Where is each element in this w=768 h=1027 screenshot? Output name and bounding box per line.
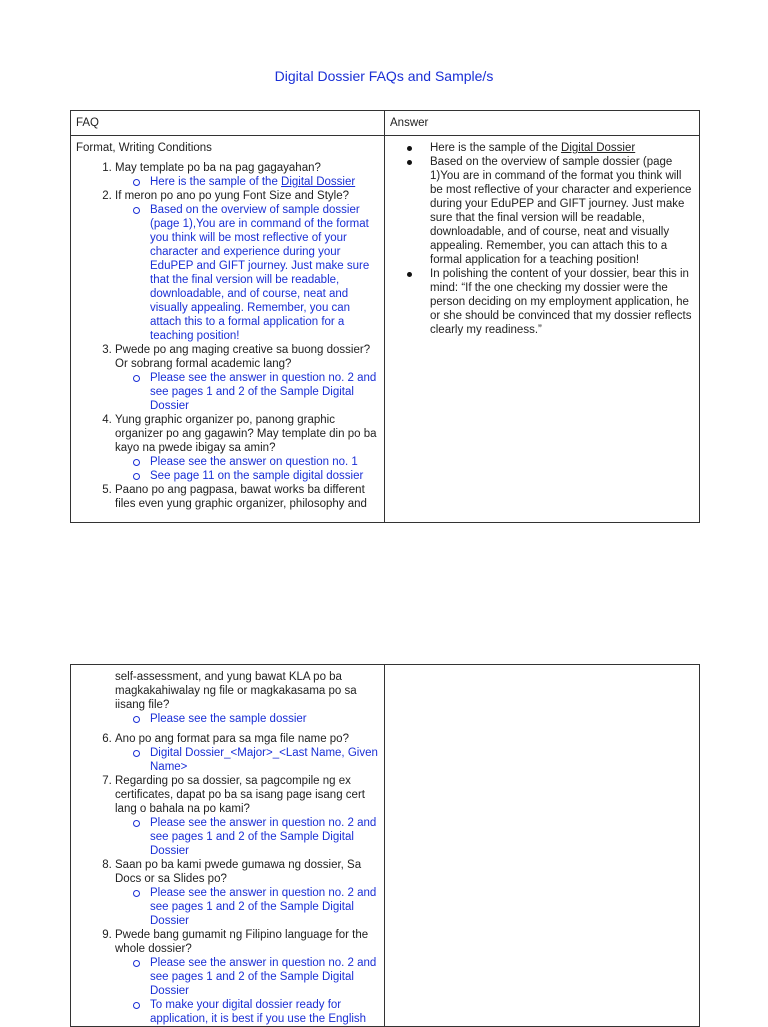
- question-item: [115, 413, 379, 483]
- answer-sub-item: To make your digital dossier ready for application, it is best if you use the English: [150, 998, 379, 1026]
- faq-table-page-1: [70, 110, 700, 523]
- answer-sub-item: Please see the answer in question no. 2 and see pages 1 and 2 of the Sample Digital Dossier: [150, 956, 379, 998]
- answer-sub-item: [150, 203, 379, 343]
- answer-sub-list: [115, 455, 379, 483]
- answer-sub-list: [115, 371, 379, 413]
- answer-cell: [385, 665, 700, 1027]
- question-item: [115, 732, 379, 774]
- answer-sub-item: [150, 455, 379, 469]
- faq-cell: [71, 665, 385, 1027]
- page-title: Digital Dossier FAQs and Sample/s: [274, 68, 494, 84]
- answer-sub-text: Based on the overview of sample dossier (page 1),You are in command of the format you think will be most reflective of your character and experience during your EduPEP and GIFT journey. Just make sure that the final version will be readable, downloadable, and of course, neat and visually appealing. Remember, you can attach this to a formal application for a teaching position!: [150, 204, 370, 342]
- question-item: [115, 858, 379, 928]
- answer-sub-item: Digital Dossier_<Major>_<Last Name, Given Name>: [150, 747, 378, 773]
- answer-sub-list: [115, 175, 379, 189]
- continuation-sub-list: [76, 712, 379, 726]
- answer-sub-text: Here is the sample of the: [150, 176, 282, 188]
- question-continuation: self-assessment, and yung bawat KLA po ba magkakahiwalay ng file or magkakasama po sa iisang file?: [115, 671, 357, 711]
- answer-text: In polishing the content of your dossier, bear this in mind: “If the one checking my dossier were the person deciding on my employment application, he or she should be convinced that my dossier reflects clearly my readiness.”: [430, 268, 692, 336]
- header-answer-cell: [385, 111, 700, 136]
- answer-sub-list: [115, 746, 379, 774]
- header-faq-cell: [71, 111, 385, 136]
- question-list: [76, 732, 379, 1026]
- header-answer-label: Answer: [390, 117, 429, 129]
- question-text: Saan po ba kami pwede gumawa ng dossier, Sa Docs or sa Slides po?: [115, 859, 362, 885]
- question-text: Ano po ang format para sa mga file name po?: [115, 733, 349, 745]
- answer-text: Here is the sample of the: [430, 142, 562, 154]
- answer-sub-list: [115, 203, 379, 343]
- answer-cell: [385, 136, 700, 523]
- answer-item: [430, 141, 694, 155]
- answer-sub-text: See page 11 on the sample digital dossier: [150, 470, 364, 482]
- question-item: [115, 483, 379, 511]
- faq-cell-content: [71, 136, 384, 511]
- answer-sub-list: [115, 886, 379, 928]
- faq-table-page-2: [70, 664, 700, 1027]
- question-item: [115, 189, 379, 343]
- question-text: May template po ba na pag gagayahan?: [115, 162, 321, 174]
- question-list: [76, 161, 379, 511]
- digital-dossier-link[interactable]: Digital Dossier: [281, 176, 356, 188]
- question-text: If meron po ano po yung Font Size and Style?: [115, 190, 349, 202]
- question-item: [115, 928, 379, 1026]
- question-text: Pwede po ang maging creative sa buong dossier? Or sobrang formal academic lang?: [115, 344, 371, 370]
- answer-sub-text: Please see the answer on question no. 1: [150, 456, 358, 468]
- answer-sub-item: [150, 469, 379, 483]
- header-faq-label: FAQ: [76, 117, 100, 129]
- question-text: Regarding po sa dossier, sa pagcompile ng ex certificates, dapat po ba sa isang page isang cert lang o bahala na po kami?: [115, 775, 365, 815]
- question-text: Yung graphic organizer po, panong graphic organizer po ang gagawin? May template din po ba kayo na pwede ibigay sa amin?: [115, 414, 377, 454]
- answer-sub-item: [150, 175, 379, 189]
- answer-sub-list: [115, 816, 379, 858]
- question-item: [115, 343, 379, 413]
- answer-sub-text: Please see the answer in question no. 2 and see pages 1 and 2 of the Sample Digital Dossier: [150, 372, 377, 412]
- faq-cell: [71, 136, 385, 523]
- question-item: [115, 774, 379, 858]
- answer-sub-list: [115, 956, 379, 1026]
- answer-item: [430, 155, 694, 267]
- table-row: [71, 665, 700, 1027]
- answer-sub-item: Please see the answer in question no. 2 and see pages 1 and 2 of the Sample Digital Dossier: [150, 816, 379, 858]
- faq-cell-content: [71, 665, 384, 1026]
- answer-item: [430, 267, 694, 337]
- question-text: Pwede bang gumamit ng Filipino language for the whole dossier?: [115, 929, 369, 955]
- answer-sub-item: [150, 371, 379, 413]
- digital-dossier-link[interactable]: Digital Dossier: [561, 142, 636, 154]
- table-header-row: [71, 111, 700, 136]
- question-item: [115, 161, 379, 189]
- section-label: Format, Writing Conditions: [76, 142, 212, 154]
- table-row: [71, 136, 700, 523]
- answer-cell-content: [385, 136, 699, 337]
- answer-sub-item: Please see the sample dossier: [150, 712, 379, 726]
- question-text: Paano po ang pagpasa, bawat works ba different files even yung graphic organizer, philosophy and: [115, 484, 367, 510]
- answer-sub-item: Please see the answer in question no. 2 and see pages 1 and 2 of the Sample Digital Dossier: [150, 886, 379, 928]
- answer-list: [390, 141, 694, 337]
- answer-text: Based on the overview of sample dossier (page 1)You are in command of the format you think will be most reflective of your character and experience during your EduPEP and GIFT journey. Just make sure that the final version will be readable, downloadable, and of course, neat and visually appealing. Remember, you can attach this to a formal application for a teaching position!: [430, 156, 692, 266]
